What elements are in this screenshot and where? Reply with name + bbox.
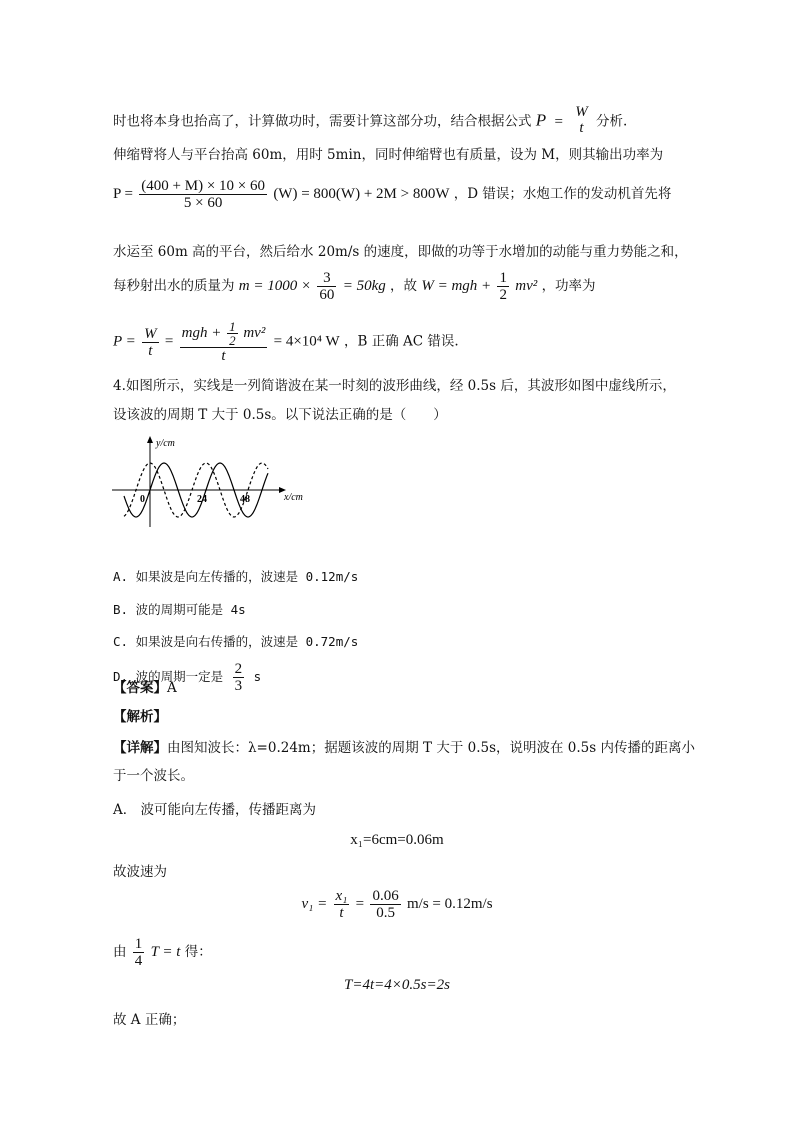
tick-label-24: 24 bbox=[197, 494, 207, 505]
mass-fraction bbox=[317, 270, 336, 303]
wave-figure bbox=[110, 432, 320, 532]
y-axis-arrow bbox=[147, 436, 153, 443]
from-suffix: 得： bbox=[184, 944, 212, 960]
formula-power2-lhs: P = bbox=[113, 333, 136, 350]
mass-expr-right: = 50kg bbox=[342, 278, 386, 294]
answer-value: A bbox=[167, 680, 177, 696]
v1-eq: = bbox=[355, 896, 365, 912]
inner-frac-num: 1 bbox=[229, 319, 236, 334]
work-frac-num: 1 bbox=[499, 270, 507, 286]
paragraph-1-text: 时也将本身也抬高了，计算做功时，需要计算这部分功，结合根据公式 bbox=[113, 113, 532, 130]
part-a-speed-label: 故波速为 bbox=[113, 864, 167, 880]
formula-power2-num1: W bbox=[144, 325, 157, 342]
analysis-line bbox=[113, 707, 167, 727]
v1-num2: 0.06 bbox=[372, 888, 399, 904]
period-text: T=4t=4×0.5s=2s bbox=[344, 977, 450, 993]
formula-power2-frac1 bbox=[142, 326, 159, 359]
frac-den: t bbox=[579, 120, 584, 136]
answer-line bbox=[113, 678, 177, 698]
detail-text-1: 由图知波长：λ=0.24m；据题该波的周期 T 大于 0.5s，说明波在 0.5s 内传播的距离小 bbox=[167, 740, 695, 756]
paragraph-3: 水运至 60m 高的平台，然后给水 20m/s 的速度，即做的功等于水增加的动能与重力势能之和， bbox=[113, 244, 688, 260]
answer-label: 【答案】 bbox=[113, 680, 167, 696]
detail-label: 【详解】 bbox=[113, 740, 167, 756]
part-a-from-line bbox=[113, 936, 212, 969]
detail-line-2: 于一个波长。 bbox=[113, 768, 194, 784]
formula-power2-eq: = bbox=[164, 333, 174, 350]
formula-w-over-t bbox=[573, 104, 590, 136]
paragraph-4-prefix: 每秒射出水的质量为 bbox=[113, 278, 235, 294]
option-d-prefix: D. 波的周期一定是 bbox=[113, 669, 224, 684]
v1-right: m/s = 0.12m/s bbox=[406, 896, 493, 912]
formula-power-lhs: P = bbox=[113, 186, 133, 202]
formula-power-denominator: 5 × 60 bbox=[183, 195, 223, 211]
v1-num: x₁ bbox=[335, 888, 348, 904]
paragraph-4-suffix: ，功率为 bbox=[541, 278, 596, 294]
option-d-den: 3 bbox=[234, 678, 243, 694]
part-a-x1 bbox=[0, 832, 794, 849]
paragraph-4 bbox=[113, 270, 596, 303]
x-axis-label: x/cm bbox=[284, 492, 303, 503]
option-a: A. 如果波是向左传播的，波速是 0.12m/s bbox=[113, 569, 359, 584]
formula-power2-num2-right: mv² bbox=[243, 324, 266, 341]
question-line-1: 4.如图所示，实线是一列简谐波在某一时刻的波形曲线，经 0.5s 后，其波形如图中虚线所示， bbox=[113, 378, 676, 394]
formula-power2-num2 bbox=[180, 320, 268, 348]
mass-expr-left: m = 1000 × bbox=[238, 278, 312, 294]
formula-power-rest: (W) = 800(W) + 2M > 800W bbox=[273, 186, 450, 202]
mass-frac-den: 60 bbox=[319, 287, 335, 303]
option-d-suffix: s bbox=[253, 669, 262, 684]
v1-den: t bbox=[339, 905, 344, 921]
detail-line-1 bbox=[113, 738, 695, 758]
formula-power2-den2: t bbox=[221, 348, 226, 364]
v1-frac1 bbox=[334, 888, 350, 921]
formula-power2-inner-frac bbox=[227, 320, 238, 347]
formula-eq: = bbox=[554, 113, 563, 130]
part-a-conclusion: 故 A 正确； bbox=[113, 1012, 186, 1028]
paragraph-1-suffix: 分析. bbox=[596, 113, 628, 130]
option-b: B. 波的周期可能是 4s bbox=[113, 602, 246, 617]
formula-power2-comment: ，B 正确 AC 错误. bbox=[343, 333, 459, 350]
from-prefix: 由 bbox=[113, 944, 127, 960]
part-a-line-1: A． 波可能向左传播，传播距离为 bbox=[113, 802, 317, 818]
formula-power2-frac2 bbox=[180, 320, 268, 364]
question-line-2: 设该波的周期 T 大于 0.5s。以下说法正确的是（ ） bbox=[113, 407, 447, 423]
paragraph-2: 伸缩臂将人与平台抬高 60m，用时 5min，同时伸缩臂也有质量，设为 M，则其输出功率为 bbox=[113, 147, 664, 163]
analysis-label: 【解析】 bbox=[113, 709, 167, 725]
formula-power-2 bbox=[113, 320, 459, 364]
option-d-num: 2 bbox=[234, 661, 243, 677]
from-num: 1 bbox=[134, 936, 143, 952]
formula-p-symbol: P bbox=[535, 110, 547, 130]
option-d-fraction bbox=[233, 661, 245, 694]
y-axis-label: y/cm bbox=[156, 438, 175, 449]
from-den: 4 bbox=[134, 953, 143, 969]
tick-label-0: 0 bbox=[140, 494, 145, 505]
formula-power2-num2-left: mgh + bbox=[181, 324, 222, 341]
work-frac-den: 2 bbox=[499, 287, 507, 303]
formula-power-comment: ，D 错误；水炮工作的发动机首先将 bbox=[453, 186, 672, 202]
mass-frac-num: 3 bbox=[317, 270, 336, 287]
tick-label-48: 48 bbox=[240, 494, 250, 505]
work-fraction bbox=[497, 270, 509, 303]
formula-power2-den1: t bbox=[148, 342, 153, 359]
option-c: C. 如果波是向右传播的，波速是 0.72m/s bbox=[113, 634, 359, 649]
v1-frac2 bbox=[370, 888, 400, 921]
from-expr: T = t bbox=[150, 944, 181, 960]
formula-power2-rhs: = 4×10⁴ W bbox=[273, 333, 340, 350]
work-expr-right: mv² bbox=[515, 278, 538, 294]
part-a-period bbox=[0, 977, 794, 994]
part-a-x1-text: x₁=6cm=0.06m bbox=[350, 832, 444, 848]
from-fraction bbox=[133, 936, 145, 969]
inner-frac-den: 2 bbox=[229, 333, 236, 348]
paragraph-1 bbox=[113, 106, 627, 138]
formula-power-fraction bbox=[139, 178, 267, 211]
paragraph-4-mid: ，故 bbox=[390, 278, 418, 294]
frac-num: W bbox=[575, 104, 588, 120]
part-a-v1-formula bbox=[0, 888, 794, 921]
v1-den2: 0.5 bbox=[376, 905, 395, 921]
v1-left: v₁ = bbox=[301, 896, 328, 912]
work-expr-left: W = mgh + bbox=[421, 278, 492, 294]
formula-power-numerator: (400 + M) × 10 × 60 bbox=[141, 178, 266, 194]
formula-power bbox=[113, 178, 671, 211]
